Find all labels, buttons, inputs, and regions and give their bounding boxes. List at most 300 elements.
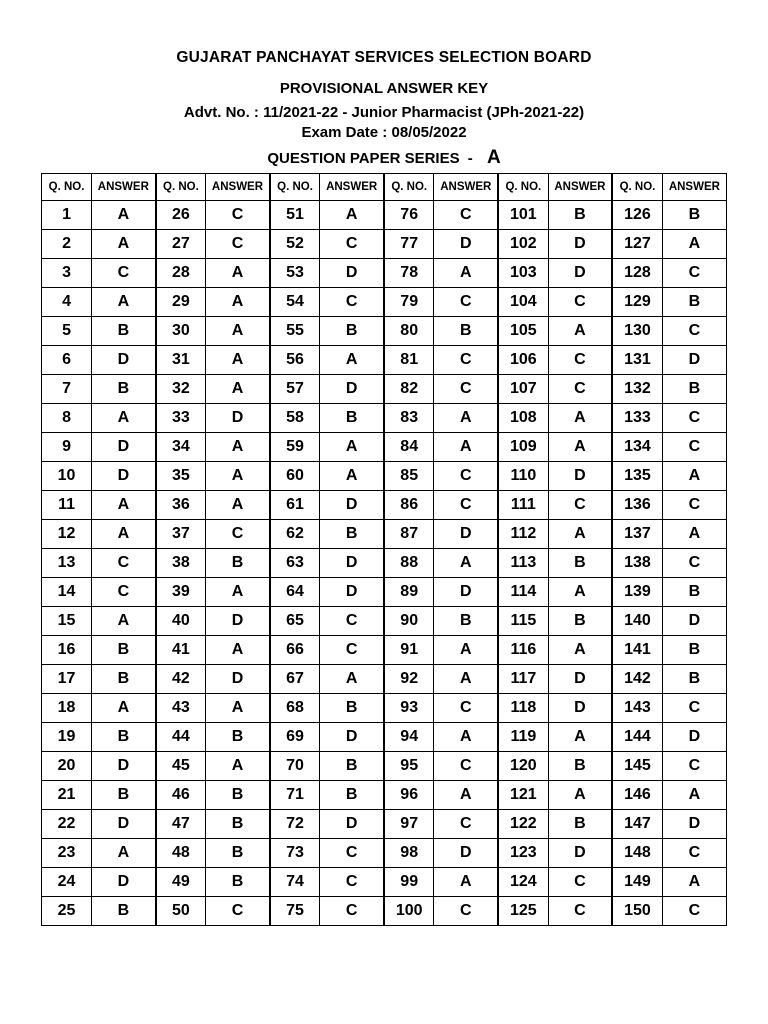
- question-number: 57: [270, 375, 320, 404]
- question-number: 71: [270, 781, 320, 810]
- question-number: 14: [42, 578, 92, 607]
- answer-cell: B: [662, 578, 726, 607]
- table-header-row: [42, 174, 727, 201]
- answer-cell: A: [662, 781, 726, 810]
- question-number: 104: [498, 288, 548, 317]
- answer-cell: A: [434, 259, 498, 288]
- answer-cell: A: [434, 781, 498, 810]
- answer-cell: C: [662, 549, 726, 578]
- question-number: 20: [42, 752, 92, 781]
- answer-cell: D: [662, 723, 726, 752]
- answer-cell: B: [320, 520, 384, 549]
- question-number: 12: [42, 520, 92, 549]
- answer-cell: C: [92, 259, 156, 288]
- question-number: 120: [498, 752, 548, 781]
- table-row: [42, 259, 727, 288]
- answer-cell: D: [434, 839, 498, 868]
- answer-cell: B: [92, 723, 156, 752]
- answer-key-table: [41, 173, 727, 926]
- answer-cell: A: [92, 607, 156, 636]
- answer-cell: C: [548, 288, 612, 317]
- answer-cell: C: [548, 897, 612, 926]
- question-number: 76: [384, 201, 434, 230]
- header-answer: ANSWER: [320, 174, 384, 201]
- answer-cell: C: [662, 897, 726, 926]
- question-number: 75: [270, 897, 320, 926]
- question-paper-series: [0, 147, 768, 169]
- question-number: 4: [42, 288, 92, 317]
- question-number: 56: [270, 346, 320, 375]
- question-number: 31: [156, 346, 206, 375]
- answer-cell: D: [320, 810, 384, 839]
- answer-cell: B: [548, 607, 612, 636]
- question-number: 44: [156, 723, 206, 752]
- question-number: 43: [156, 694, 206, 723]
- answer-cell: A: [548, 520, 612, 549]
- question-number: 7: [42, 375, 92, 404]
- answer-cell: D: [662, 607, 726, 636]
- question-number: 123: [498, 839, 548, 868]
- answer-cell: D: [434, 578, 498, 607]
- question-number: 133: [612, 404, 662, 433]
- answer-cell: D: [434, 230, 498, 259]
- answer-cell: B: [92, 375, 156, 404]
- question-number: 13: [42, 549, 92, 578]
- question-number: 61: [270, 491, 320, 520]
- question-number: 146: [612, 781, 662, 810]
- question-number: 21: [42, 781, 92, 810]
- answer-cell: B: [92, 317, 156, 346]
- question-number: 122: [498, 810, 548, 839]
- header-qno: Q. NO.: [384, 174, 434, 201]
- question-number: 125: [498, 897, 548, 926]
- answer-cell: A: [206, 578, 270, 607]
- answer-cell: C: [320, 839, 384, 868]
- table-row: [42, 607, 727, 636]
- question-number: 42: [156, 665, 206, 694]
- answer-cell: C: [434, 375, 498, 404]
- question-number: 106: [498, 346, 548, 375]
- question-number: 23: [42, 839, 92, 868]
- answer-cell: A: [548, 723, 612, 752]
- header-qno: Q. NO.: [612, 174, 662, 201]
- question-number: 29: [156, 288, 206, 317]
- question-number: 84: [384, 433, 434, 462]
- question-number: 109: [498, 433, 548, 462]
- answer-cell: C: [92, 578, 156, 607]
- table-row: [42, 549, 727, 578]
- question-number: 16: [42, 636, 92, 665]
- table-row: [42, 433, 727, 462]
- answer-cell: A: [320, 462, 384, 491]
- header-qno: Q. NO.: [156, 174, 206, 201]
- answer-cell: A: [434, 433, 498, 462]
- question-number: 145: [612, 752, 662, 781]
- question-number: 110: [498, 462, 548, 491]
- answer-cell: A: [548, 433, 612, 462]
- answer-cell: B: [662, 288, 726, 317]
- table-row: [42, 694, 727, 723]
- answer-cell: A: [92, 839, 156, 868]
- answer-cell: B: [206, 839, 270, 868]
- question-number: 36: [156, 491, 206, 520]
- table-row: [42, 375, 727, 404]
- question-number: 1: [42, 201, 92, 230]
- answer-cell: B: [548, 810, 612, 839]
- answer-cell: B: [206, 868, 270, 897]
- question-number: 108: [498, 404, 548, 433]
- question-number: 95: [384, 752, 434, 781]
- answer-cell: C: [320, 897, 384, 926]
- answer-cell: C: [662, 839, 726, 868]
- answer-cell: C: [548, 491, 612, 520]
- question-number: 107: [498, 375, 548, 404]
- question-number: 102: [498, 230, 548, 259]
- question-number: 137: [612, 520, 662, 549]
- answer-cell: C: [662, 491, 726, 520]
- answer-cell: A: [548, 578, 612, 607]
- answer-cell: D: [320, 491, 384, 520]
- answer-cell: C: [662, 694, 726, 723]
- question-number: 47: [156, 810, 206, 839]
- question-number: 144: [612, 723, 662, 752]
- question-number: 62: [270, 520, 320, 549]
- question-number: 72: [270, 810, 320, 839]
- answer-cell: C: [434, 288, 498, 317]
- question-number: 22: [42, 810, 92, 839]
- answer-cell: A: [434, 723, 498, 752]
- question-number: 116: [498, 636, 548, 665]
- question-number: 140: [612, 607, 662, 636]
- answer-cell: C: [548, 868, 612, 897]
- question-number: 51: [270, 201, 320, 230]
- answer-cell: C: [662, 317, 726, 346]
- answer-cell: A: [548, 636, 612, 665]
- question-number: 63: [270, 549, 320, 578]
- answer-cell: D: [92, 346, 156, 375]
- answer-cell: B: [320, 781, 384, 810]
- question-number: 117: [498, 665, 548, 694]
- question-number: 18: [42, 694, 92, 723]
- question-number: 149: [612, 868, 662, 897]
- question-number: 40: [156, 607, 206, 636]
- answer-cell: D: [548, 665, 612, 694]
- board-name: GUJARAT PANCHAYAT SERVICES SELECTION BOARD: [176, 49, 592, 66]
- answer-cell: D: [320, 578, 384, 607]
- answer-cell: C: [320, 288, 384, 317]
- answer-cell: B: [206, 549, 270, 578]
- series-label: QUESTION PAPER SERIES: [267, 150, 460, 167]
- answer-cell: A: [206, 636, 270, 665]
- answer-cell: B: [320, 404, 384, 433]
- answer-cell: A: [434, 868, 498, 897]
- answer-cell: A: [662, 868, 726, 897]
- answer-cell: B: [92, 781, 156, 810]
- question-number: 93: [384, 694, 434, 723]
- answer-cell: B: [662, 665, 726, 694]
- question-number: 88: [384, 549, 434, 578]
- question-number: 85: [384, 462, 434, 491]
- question-number: 2: [42, 230, 92, 259]
- answer-cell: C: [92, 549, 156, 578]
- answer-cell: A: [662, 520, 726, 549]
- answer-cell: D: [320, 723, 384, 752]
- answer-cell: C: [320, 607, 384, 636]
- answer-cell: C: [206, 201, 270, 230]
- answer-cell: C: [434, 897, 498, 926]
- answer-cell: D: [206, 607, 270, 636]
- question-number: 86: [384, 491, 434, 520]
- answer-cell: C: [662, 259, 726, 288]
- answer-cell: B: [92, 897, 156, 926]
- question-number: 136: [612, 491, 662, 520]
- answer-cell: D: [548, 259, 612, 288]
- question-number: 96: [384, 781, 434, 810]
- table-row: [42, 404, 727, 433]
- answer-cell: A: [548, 781, 612, 810]
- answer-cell: A: [434, 665, 498, 694]
- answer-cell: A: [206, 259, 270, 288]
- question-number: 38: [156, 549, 206, 578]
- answer-cell: D: [92, 868, 156, 897]
- question-number: 97: [384, 810, 434, 839]
- answer-cell: B: [662, 375, 726, 404]
- question-number: 73: [270, 839, 320, 868]
- question-number: 66: [270, 636, 320, 665]
- question-number: 142: [612, 665, 662, 694]
- question-number: 114: [498, 578, 548, 607]
- answer-cell: B: [434, 317, 498, 346]
- answer-cell: B: [320, 694, 384, 723]
- question-number: 111: [498, 491, 548, 520]
- answer-cell: B: [92, 665, 156, 694]
- answer-cell: D: [92, 462, 156, 491]
- question-number: 59: [270, 433, 320, 462]
- answer-cell: A: [92, 520, 156, 549]
- answer-cell: C: [206, 897, 270, 926]
- question-number: 25: [42, 897, 92, 926]
- answer-cell: A: [548, 317, 612, 346]
- answer-cell: A: [434, 636, 498, 665]
- question-number: 15: [42, 607, 92, 636]
- answer-cell: C: [434, 694, 498, 723]
- answer-cell: A: [662, 230, 726, 259]
- answer-cell: A: [206, 433, 270, 462]
- answer-cell: D: [320, 375, 384, 404]
- question-number: 141: [612, 636, 662, 665]
- table-row: [42, 520, 727, 549]
- question-number: 77: [384, 230, 434, 259]
- question-number: 48: [156, 839, 206, 868]
- answer-cell: C: [434, 346, 498, 375]
- answer-cell: C: [320, 636, 384, 665]
- question-number: 98: [384, 839, 434, 868]
- answer-cell: B: [206, 781, 270, 810]
- question-number: 132: [612, 375, 662, 404]
- answer-cell: D: [206, 404, 270, 433]
- answer-cell: C: [434, 491, 498, 520]
- question-number: 90: [384, 607, 434, 636]
- advertisement-number: Advt. No. : 11/2021-22 - Junior Pharmacist (JPh-2021-22): [183, 104, 585, 121]
- table-row: [42, 752, 727, 781]
- answer-cell: C: [548, 346, 612, 375]
- question-number: 143: [612, 694, 662, 723]
- answer-cell: D: [320, 549, 384, 578]
- answer-cell: A: [434, 404, 498, 433]
- answer-cell: A: [206, 462, 270, 491]
- answer-cell: B: [206, 723, 270, 752]
- table-row: [42, 317, 727, 346]
- answer-cell: B: [206, 810, 270, 839]
- table-row: [42, 781, 727, 810]
- question-number: 134: [612, 433, 662, 462]
- question-number: 128: [612, 259, 662, 288]
- answer-cell: B: [92, 636, 156, 665]
- answer-cell: A: [92, 491, 156, 520]
- question-number: 121: [498, 781, 548, 810]
- answer-cell: B: [320, 752, 384, 781]
- question-number: 37: [156, 520, 206, 549]
- question-number: 148: [612, 839, 662, 868]
- question-number: 58: [270, 404, 320, 433]
- table-row: [42, 636, 727, 665]
- header-qno: Q. NO.: [42, 174, 92, 201]
- question-number: 147: [612, 810, 662, 839]
- question-number: 3: [42, 259, 92, 288]
- answer-cell: C: [206, 520, 270, 549]
- question-number: 112: [498, 520, 548, 549]
- question-number: 64: [270, 578, 320, 607]
- question-number: 28: [156, 259, 206, 288]
- exam-date: Exam Date : 08/05/2022: [301, 124, 467, 141]
- question-number: 49: [156, 868, 206, 897]
- question-number: 74: [270, 868, 320, 897]
- question-number: 34: [156, 433, 206, 462]
- question-number: 11: [42, 491, 92, 520]
- header-answer: ANSWER: [662, 174, 726, 201]
- question-number: 79: [384, 288, 434, 317]
- header-qno: Q. NO.: [498, 174, 548, 201]
- answer-cell: C: [320, 230, 384, 259]
- question-number: 113: [498, 549, 548, 578]
- question-number: 52: [270, 230, 320, 259]
- question-number: 70: [270, 752, 320, 781]
- answer-cell: B: [434, 607, 498, 636]
- question-number: 92: [384, 665, 434, 694]
- question-number: 81: [384, 346, 434, 375]
- answer-cell: A: [206, 375, 270, 404]
- series-value: A: [486, 147, 501, 168]
- question-number: 130: [612, 317, 662, 346]
- question-number: 46: [156, 781, 206, 810]
- question-number: 54: [270, 288, 320, 317]
- question-number: 126: [612, 201, 662, 230]
- question-number: 55: [270, 317, 320, 346]
- answer-cell: B: [320, 317, 384, 346]
- header-answer: ANSWER: [92, 174, 156, 201]
- question-number: 19: [42, 723, 92, 752]
- answer-cell: D: [548, 694, 612, 723]
- question-number: 9: [42, 433, 92, 462]
- question-number: 150: [612, 897, 662, 926]
- table-row: [42, 810, 727, 839]
- answer-cell: C: [206, 230, 270, 259]
- table-row: [42, 462, 727, 491]
- header-answer: ANSWER: [434, 174, 498, 201]
- answer-cell: D: [92, 433, 156, 462]
- question-number: 118: [498, 694, 548, 723]
- header-answer: ANSWER: [206, 174, 270, 201]
- answer-cell: D: [548, 462, 612, 491]
- answer-cell: A: [92, 201, 156, 230]
- answer-cell: A: [206, 288, 270, 317]
- table-row: [42, 491, 727, 520]
- table-row: [42, 665, 727, 694]
- question-number: 99: [384, 868, 434, 897]
- question-number: 100: [384, 897, 434, 926]
- question-number: 39: [156, 578, 206, 607]
- document-title: PROVISIONAL ANSWER KEY: [279, 80, 489, 97]
- answer-cell: C: [662, 404, 726, 433]
- answer-cell: D: [662, 346, 726, 375]
- table-row: [42, 230, 727, 259]
- answer-cell: B: [548, 201, 612, 230]
- answer-cell: A: [92, 694, 156, 723]
- question-number: 65: [270, 607, 320, 636]
- question-number: 105: [498, 317, 548, 346]
- question-number: 30: [156, 317, 206, 346]
- answer-cell: D: [92, 752, 156, 781]
- table-row: [42, 723, 727, 752]
- answer-cell: A: [548, 404, 612, 433]
- answer-cell: A: [320, 346, 384, 375]
- question-number: 10: [42, 462, 92, 491]
- table-row: [42, 578, 727, 607]
- answer-cell: D: [548, 839, 612, 868]
- answer-cell: A: [206, 752, 270, 781]
- question-number: 69: [270, 723, 320, 752]
- question-number: 26: [156, 201, 206, 230]
- answer-cell: A: [92, 230, 156, 259]
- answer-cell: A: [206, 694, 270, 723]
- answer-cell: D: [92, 810, 156, 839]
- question-number: 27: [156, 230, 206, 259]
- question-number: 127: [612, 230, 662, 259]
- question-number: 68: [270, 694, 320, 723]
- answer-cell: A: [206, 346, 270, 375]
- header-answer: ANSWER: [548, 174, 612, 201]
- answer-cell: C: [320, 868, 384, 897]
- question-number: 24: [42, 868, 92, 897]
- answer-cell: C: [548, 375, 612, 404]
- answer-cell: A: [320, 433, 384, 462]
- question-number: 83: [384, 404, 434, 433]
- answer-cell: C: [434, 201, 498, 230]
- question-number: 41: [156, 636, 206, 665]
- question-number: 89: [384, 578, 434, 607]
- question-number: 6: [42, 346, 92, 375]
- question-number: 50: [156, 897, 206, 926]
- question-number: 5: [42, 317, 92, 346]
- question-number: 45: [156, 752, 206, 781]
- answer-cell: D: [434, 520, 498, 549]
- table-row: [42, 201, 727, 230]
- answer-cell: B: [548, 752, 612, 781]
- answer-cell: C: [434, 752, 498, 781]
- question-number: 103: [498, 259, 548, 288]
- table-row: [42, 288, 727, 317]
- question-number: 131: [612, 346, 662, 375]
